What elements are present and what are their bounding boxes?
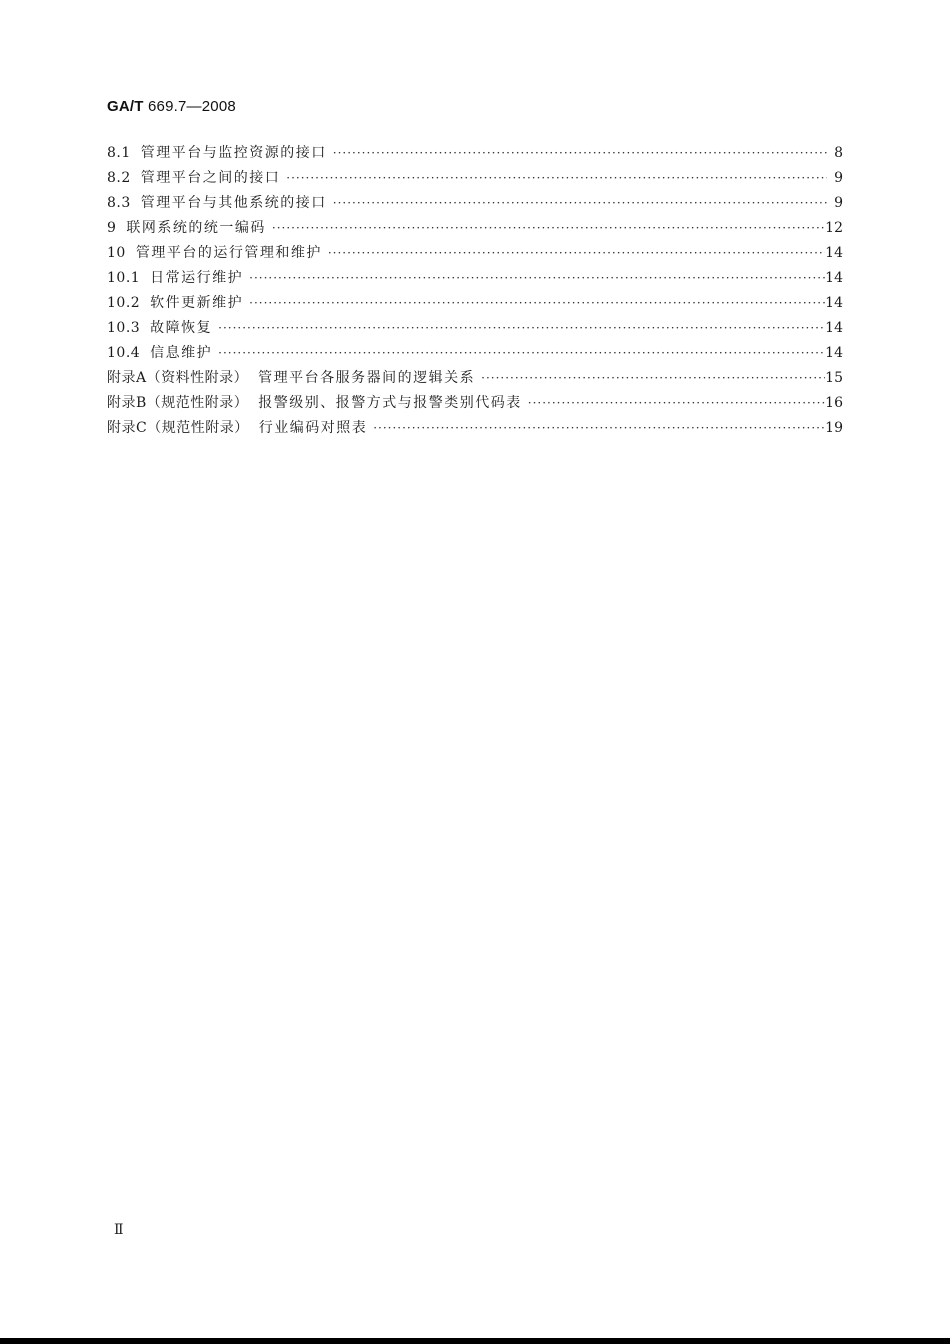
toc-entry[interactable] [107,343,843,368]
standard-prefix: GA/T [107,98,144,115]
toc-leader-dots [243,268,825,288]
toc-leader-dots [243,293,825,313]
toc-entry[interactable] [107,268,843,293]
toc-leader-dots [367,418,825,438]
toc-leader-dots [212,343,825,363]
toc-entry[interactable] [107,318,843,343]
standard-code: 669.7—2008 [143,98,236,115]
toc-entry[interactable] [107,243,843,268]
toc-appendix-label: 附录B（规范性附录） [107,395,249,411]
toc-entry-title: 管理平台之间的接口 [140,170,281,186]
toc-entry-number: 9 [107,220,117,236]
toc-entry[interactable] [107,193,843,218]
toc-entry[interactable] [107,168,843,193]
toc-entry-title: 管理平台与其他系统的接口 [140,195,327,211]
toc-appendix-label: 附录C（规范性附录） [107,420,249,436]
toc-entry-number: 10.3 [107,320,141,336]
table-of-contents [107,143,843,443]
toc-entry-title: 软件更新维护 [150,295,244,311]
toc-entry-number: 8.1 [107,145,131,161]
toc-leader-dots [212,318,825,338]
toc-entry-number: 10.2 [107,295,141,311]
toc-entry-number: 8.3 [107,195,131,211]
toc-leader-dots [322,243,825,263]
toc-entry-page: 9 [834,170,843,186]
toc-entry-appendix[interactable] [107,368,843,393]
toc-leader-dots [522,393,825,413]
toc-entry-page: 8 [834,145,843,161]
toc-entry-page: 14 [825,295,843,311]
toc-entry-page: 16 [825,395,843,411]
toc-entry-title: 管理平台与监控资源的接口 [140,145,327,161]
toc-entry-title: 联网系统的统一编码 [126,220,266,236]
toc-leader-dots [475,368,825,388]
toc-entry-page: 14 [825,270,843,286]
toc-entry-page: 12 [825,220,843,236]
toc-entry-title: 信息维护 [150,345,213,361]
toc-entry[interactable] [107,143,843,168]
toc-entry-page: 15 [825,370,843,386]
toc-entry-title: 日常运行维护 [150,270,244,286]
document-header [107,98,236,115]
toc-appendix-label: 附录A（资料性附录） [107,370,249,386]
toc-entry[interactable] [107,218,843,243]
page-number: Ⅱ [114,1222,124,1238]
toc-entry-title: 报警级别、报警方式与报警类别代码表 [258,395,522,411]
toc-entry-page: 14 [825,320,843,336]
toc-entry-title: 故障恢复 [150,320,213,336]
toc-entry-title: 管理平台各服务器间的逻辑关系 [258,370,476,386]
toc-entry-number: 10.1 [107,270,141,286]
toc-entry-title: 行业编码对照表 [258,420,368,436]
toc-entry-number: 10 [107,245,126,261]
toc-entry-page: 19 [825,420,843,436]
toc-entry-page: 14 [825,245,843,261]
toc-entry-page: 14 [825,345,843,361]
toc-leader-dots [327,143,827,163]
toc-entry-number: 8.2 [107,170,131,186]
toc-entry-appendix[interactable] [107,393,843,418]
bottom-edge-bar [0,1338,950,1344]
toc-leader-dots [280,168,827,188]
toc-leader-dots [327,193,827,213]
toc-entry[interactable] [107,293,843,318]
toc-entry-number: 10.4 [107,345,141,361]
toc-entry-title: 管理平台的运行管理和维护 [135,245,322,261]
toc-entry-page: 9 [834,195,843,211]
toc-entry-appendix[interactable] [107,418,843,443]
toc-leader-dots [266,218,825,238]
